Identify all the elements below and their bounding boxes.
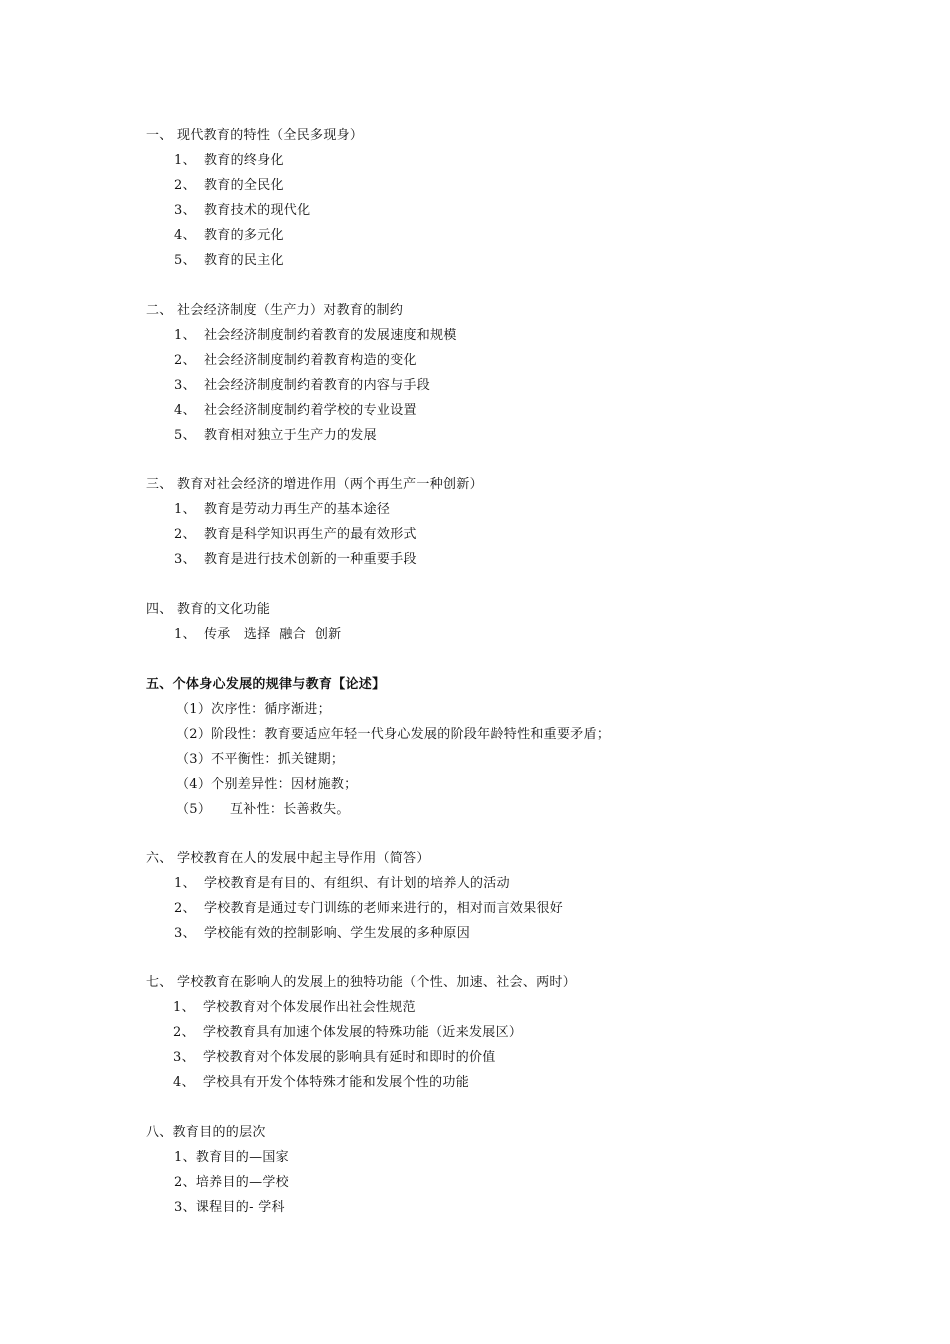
item-number: 2、 — [174, 178, 196, 193]
list-item — [176, 727, 610, 743]
item-number: 3、 — [174, 552, 196, 567]
item-text: 学校具有开发个体特殊才能和发展个性的功能 — [203, 1075, 470, 1090]
list-item — [174, 1200, 285, 1216]
section-heading: 一、 现代教育的特性（全民多现身） — [146, 128, 364, 143]
item-text: 学校教育是有目的、有组织、有计划的培养人的活动 — [204, 876, 510, 891]
list-item — [173, 1050, 496, 1066]
section-heading: 四、 教育的文化功能 — [146, 602, 271, 617]
item-text: 不平衡性：抓关键期； — [211, 752, 345, 767]
item-text: 互补性：长善救失。 — [230, 802, 350, 817]
section-heading: 三、 教育对社会经济的增进作用（两个再生产一种创新） — [146, 477, 483, 492]
item-text: 教育的全民化 — [204, 178, 284, 193]
list-item — [174, 901, 563, 917]
item-text: 个别差异性：因材施教； — [211, 777, 358, 792]
item-text: 课程目的- 学科 — [195, 1200, 285, 1215]
item-number: 1、 — [173, 1000, 195, 1015]
item-number: 2、 — [174, 1175, 196, 1190]
list-item — [174, 403, 417, 419]
list-item — [174, 228, 284, 244]
item-number: 3、 — [174, 378, 196, 393]
list-item — [176, 702, 331, 718]
item-number: 2、 — [174, 527, 196, 542]
item-text: 次序性：循序渐进； — [211, 702, 331, 717]
item-number: （4） — [176, 777, 212, 792]
item-text: 教育的民主化 — [204, 253, 284, 268]
item-number: （1） — [176, 702, 212, 717]
item-number: 1、 — [174, 1150, 196, 1165]
item-text: 教育是进行技术创新的一种重要手段 — [204, 552, 417, 567]
item-text: 社会经济制度制约着教育构造的变化 — [204, 353, 417, 368]
item-number: 2、 — [173, 1025, 195, 1040]
section-heading: 六、 学校教育在人的发展中起主导作用（简答） — [146, 851, 430, 866]
list-item — [174, 1150, 289, 1166]
item-text: 教育相对独立于生产力的发展 — [204, 428, 377, 443]
item-text: 教育是劳动力再生产的基本途径 — [204, 502, 391, 517]
item-number: 1、 — [174, 627, 196, 642]
list-item — [174, 378, 430, 394]
list-item — [174, 153, 284, 169]
item-text: 传承 选择 融合 创新 — [204, 627, 342, 642]
section-heading: 七、 学校教育在影响人的发展上的独特功能（个性、加速、社会、两时） — [146, 975, 577, 990]
item-text: 学校教育是通过专门训练的老师来进行的，相对而言效果很好 — [204, 901, 564, 916]
item-text: 培养目的—学校 — [195, 1175, 289, 1190]
list-item — [174, 353, 417, 369]
list-item — [174, 926, 470, 942]
list-item — [174, 253, 284, 269]
item-text: 社会经济制度制约着教育的发展速度和规模 — [204, 328, 457, 343]
item-text: 教育是科学知识再生产的最有效形式 — [204, 527, 417, 542]
item-number: 4、 — [174, 403, 196, 418]
list-item — [173, 1025, 522, 1041]
list-item — [176, 802, 350, 818]
item-text: 教育的终身化 — [204, 153, 284, 168]
section-heading: 二、 社会经济制度（生产力）对教育的制约 — [146, 303, 404, 318]
list-item — [174, 876, 510, 892]
item-number: 1、 — [174, 328, 196, 343]
list-item — [174, 627, 341, 643]
list-item — [174, 552, 417, 568]
item-text: 学校能有效的控制影响、学生发展的多种原因 — [204, 926, 471, 941]
list-item — [174, 203, 310, 219]
list-item — [174, 178, 284, 194]
list-item — [174, 428, 377, 444]
item-number: 2、 — [174, 901, 196, 916]
section-heading: 八、教育目的的层次 — [146, 1125, 266, 1140]
list-item — [176, 777, 357, 793]
list-item — [173, 1000, 416, 1016]
list-item — [173, 1075, 469, 1091]
item-number: 4、 — [173, 1075, 195, 1090]
item-number: 1、 — [174, 502, 196, 517]
item-text: 学校教育具有加速个体发展的特殊功能（近来发展区） — [203, 1025, 523, 1040]
item-number: 3、 — [174, 203, 196, 218]
list-item — [174, 502, 390, 518]
item-number: 5、 — [174, 428, 196, 443]
list-item — [174, 527, 417, 543]
item-text: 教育技术的现代化 — [204, 203, 311, 218]
item-number: 2、 — [174, 353, 196, 368]
item-number: （2） — [176, 727, 212, 742]
section-heading: 五、个体身心发展的规律与教育【论述】 — [146, 677, 386, 692]
item-number: 4、 — [174, 228, 196, 243]
list-item — [174, 328, 457, 344]
item-text: 阶段性：教育要适应年轻一代身心发展的阶段年龄特性和重要矛盾； — [211, 727, 611, 742]
item-number: 1、 — [174, 876, 196, 891]
item-text: 教育目的—国家 — [195, 1150, 289, 1165]
item-text: 学校教育对个体发展作出社会性规范 — [203, 1000, 416, 1015]
item-number: 3、 — [173, 1050, 195, 1065]
item-number: 5、 — [174, 253, 196, 268]
item-number: 3、 — [174, 1200, 196, 1215]
item-number: （5） — [176, 802, 212, 817]
item-text: 教育的多元化 — [204, 228, 284, 243]
item-text: 学校教育对个体发展的影响具有延时和即时的价值 — [203, 1050, 496, 1065]
item-text: 社会经济制度制约着学校的专业设置 — [204, 403, 417, 418]
list-item — [176, 752, 344, 768]
item-number: （3） — [176, 752, 212, 767]
item-text: 社会经济制度制约着教育的内容与手段 — [204, 378, 431, 393]
list-item — [174, 1175, 289, 1191]
item-number: 3、 — [174, 926, 196, 941]
item-number: 1、 — [174, 153, 196, 168]
